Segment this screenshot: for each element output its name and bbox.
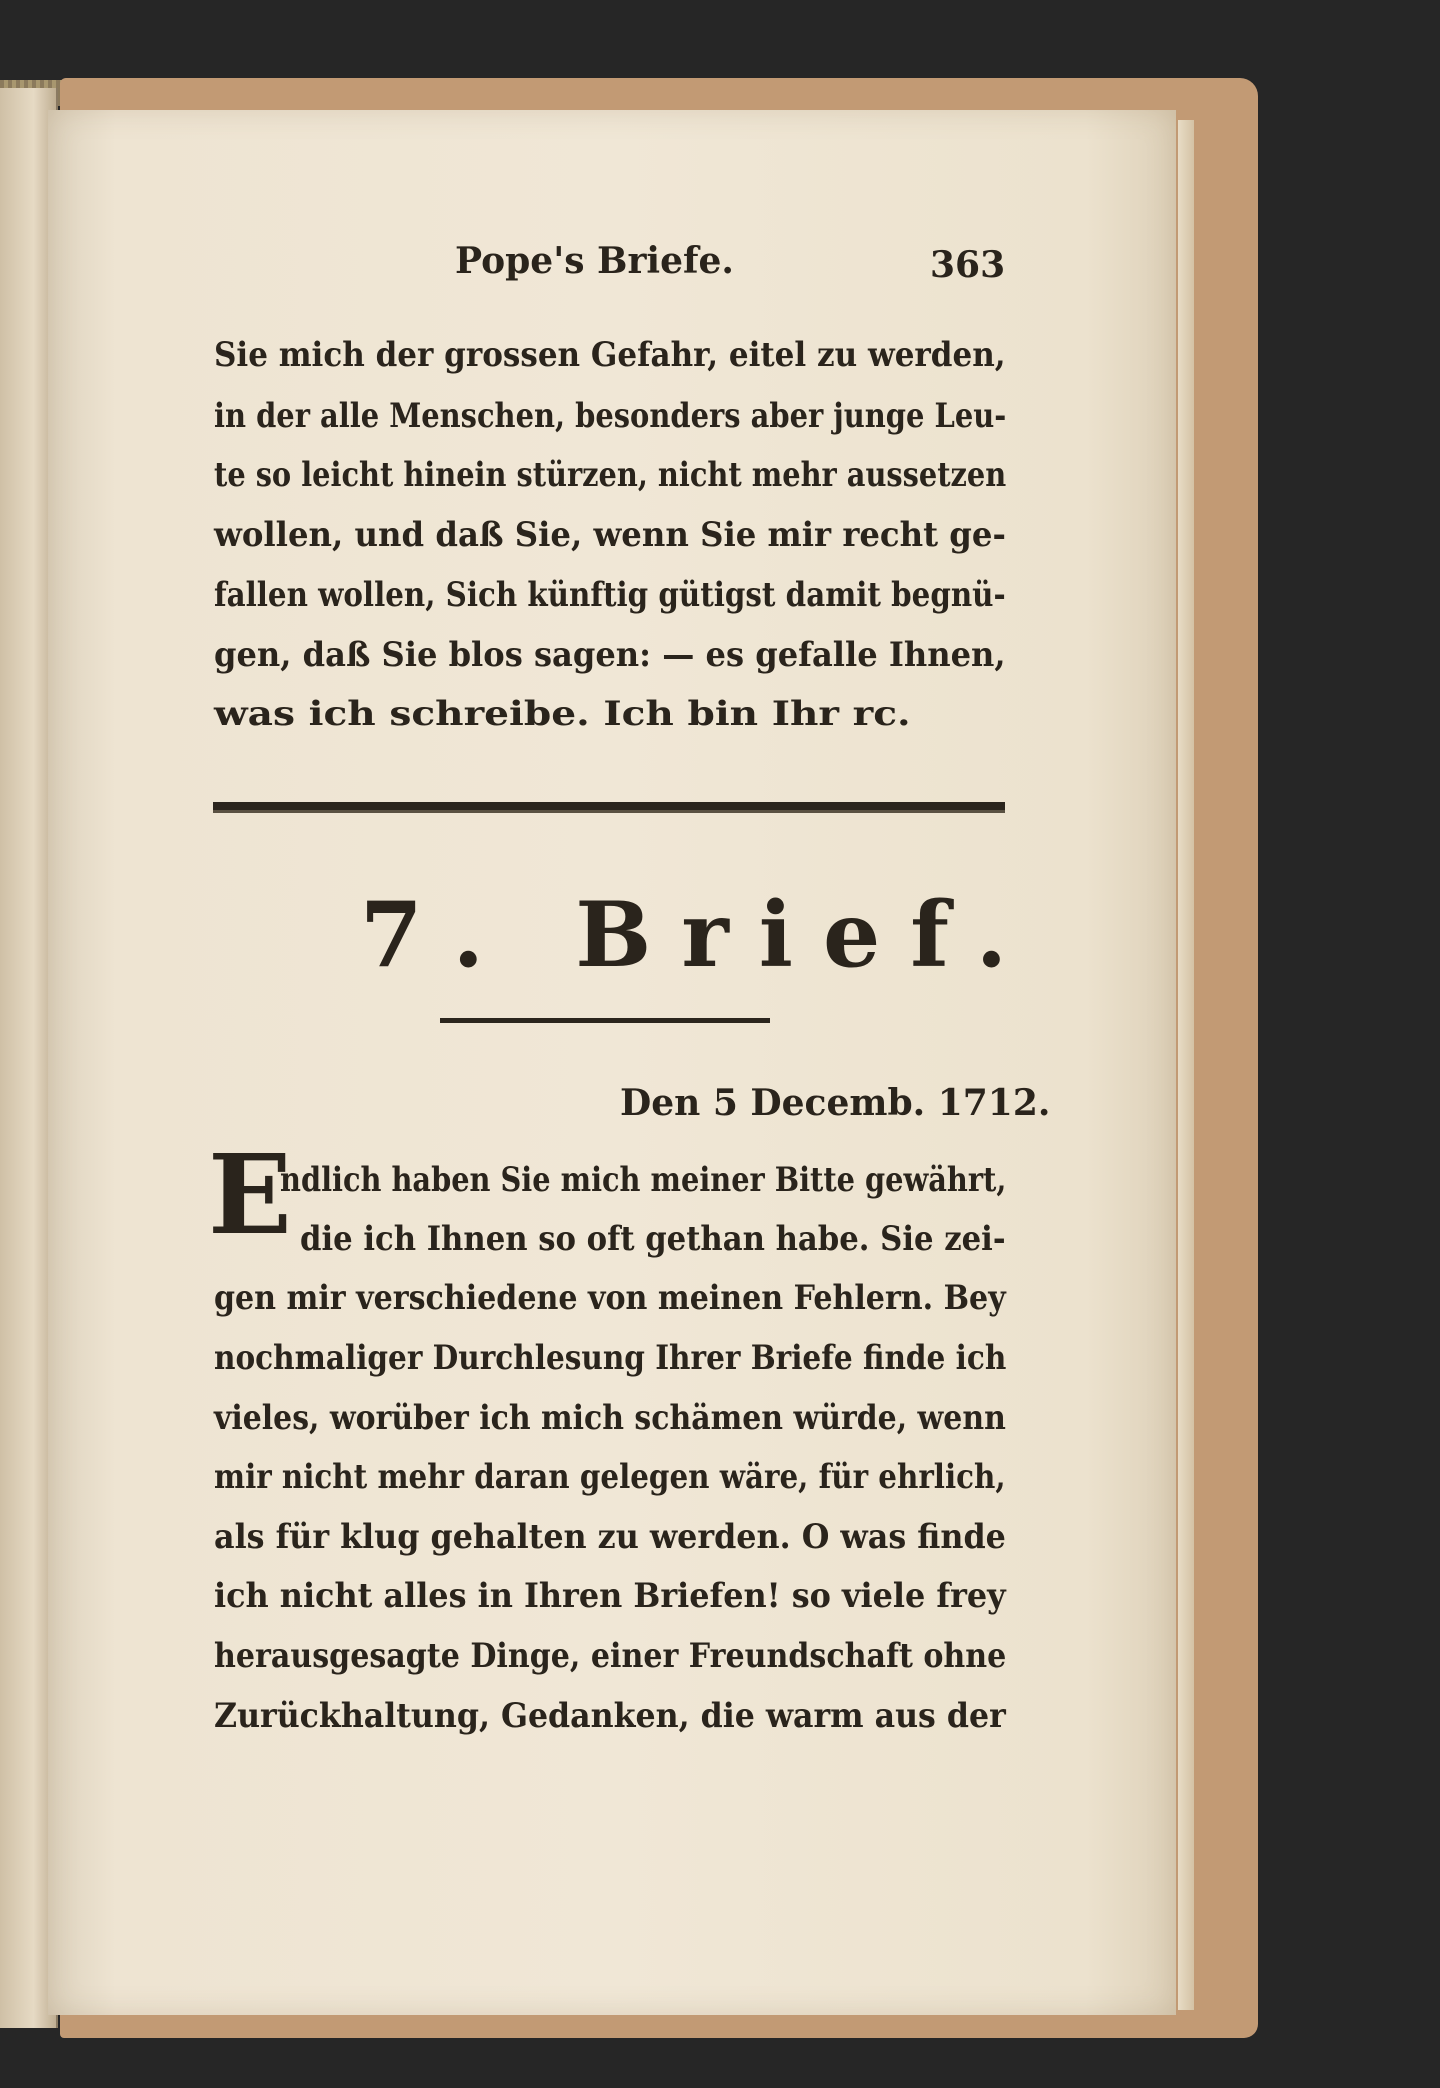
section-divider-rule <box>213 802 1005 813</box>
page-number: 363 <box>930 244 1006 286</box>
text-line: nochmaliger Durchlesung Ihrer Briefe finde ich <box>214 1338 1007 1378</box>
text-line: Sie mich der grossen Gefahr, eitel zu werden, <box>214 335 1006 375</box>
letter-heading: 7. Brief. <box>360 882 1038 988</box>
text-line: te so leicht hinein stürzen, nicht mehr aussetzen <box>214 455 1007 495</box>
text-line: Zurückhaltung, Gedanken, die warm aus der <box>214 1696 1006 1736</box>
text-line: gen, daß Sie blos sagen: — es gefalle Ihnen, <box>214 635 1006 675</box>
text-line: gen mir verschiedene von meinen Fehlern. Bey <box>214 1278 1006 1318</box>
text-line: ndlich haben Sie mich meiner Bitte gewährt, <box>280 1160 1007 1200</box>
text-line: in der alle Menschen, besonders aber junge Leu- <box>214 396 1007 436</box>
text-line: vieles, worüber ich mich schämen würde, wenn <box>214 1398 1006 1438</box>
text-line: ich nicht alles in Ihren Briefen! so viele frey <box>214 1576 1006 1616</box>
heading-underline-rule <box>440 1018 770 1023</box>
page-edge-strip <box>1178 120 1194 2010</box>
bleed-through-texture <box>214 750 1006 790</box>
text-line: die ich Ihnen so oft gethan habe. Sie zei- <box>300 1219 1006 1259</box>
text-line: als für klug gehalten zu werden. O was finde <box>214 1517 1006 1557</box>
text-line: was ich schreibe. Ich bin Ihr rc. <box>214 694 911 734</box>
text-line: wollen, und daß Sie, wenn Sie mir recht ge- <box>214 515 1006 555</box>
text-line: herausgesagte Dinge, einer Freundschaft ohne <box>214 1636 1007 1676</box>
text-line: mir nicht mehr daran gelegen wäre, für ehrlich, <box>214 1457 1006 1497</box>
text-line: fallen wollen, Sich künftig gütigst damit begnü- <box>214 575 1006 615</box>
running-header-title: Pope's Briefe. <box>455 240 734 282</box>
drop-cap-initial: E <box>208 1130 292 1259</box>
letter-date: Den 5 Decemb. 1712. <box>620 1082 1051 1124</box>
